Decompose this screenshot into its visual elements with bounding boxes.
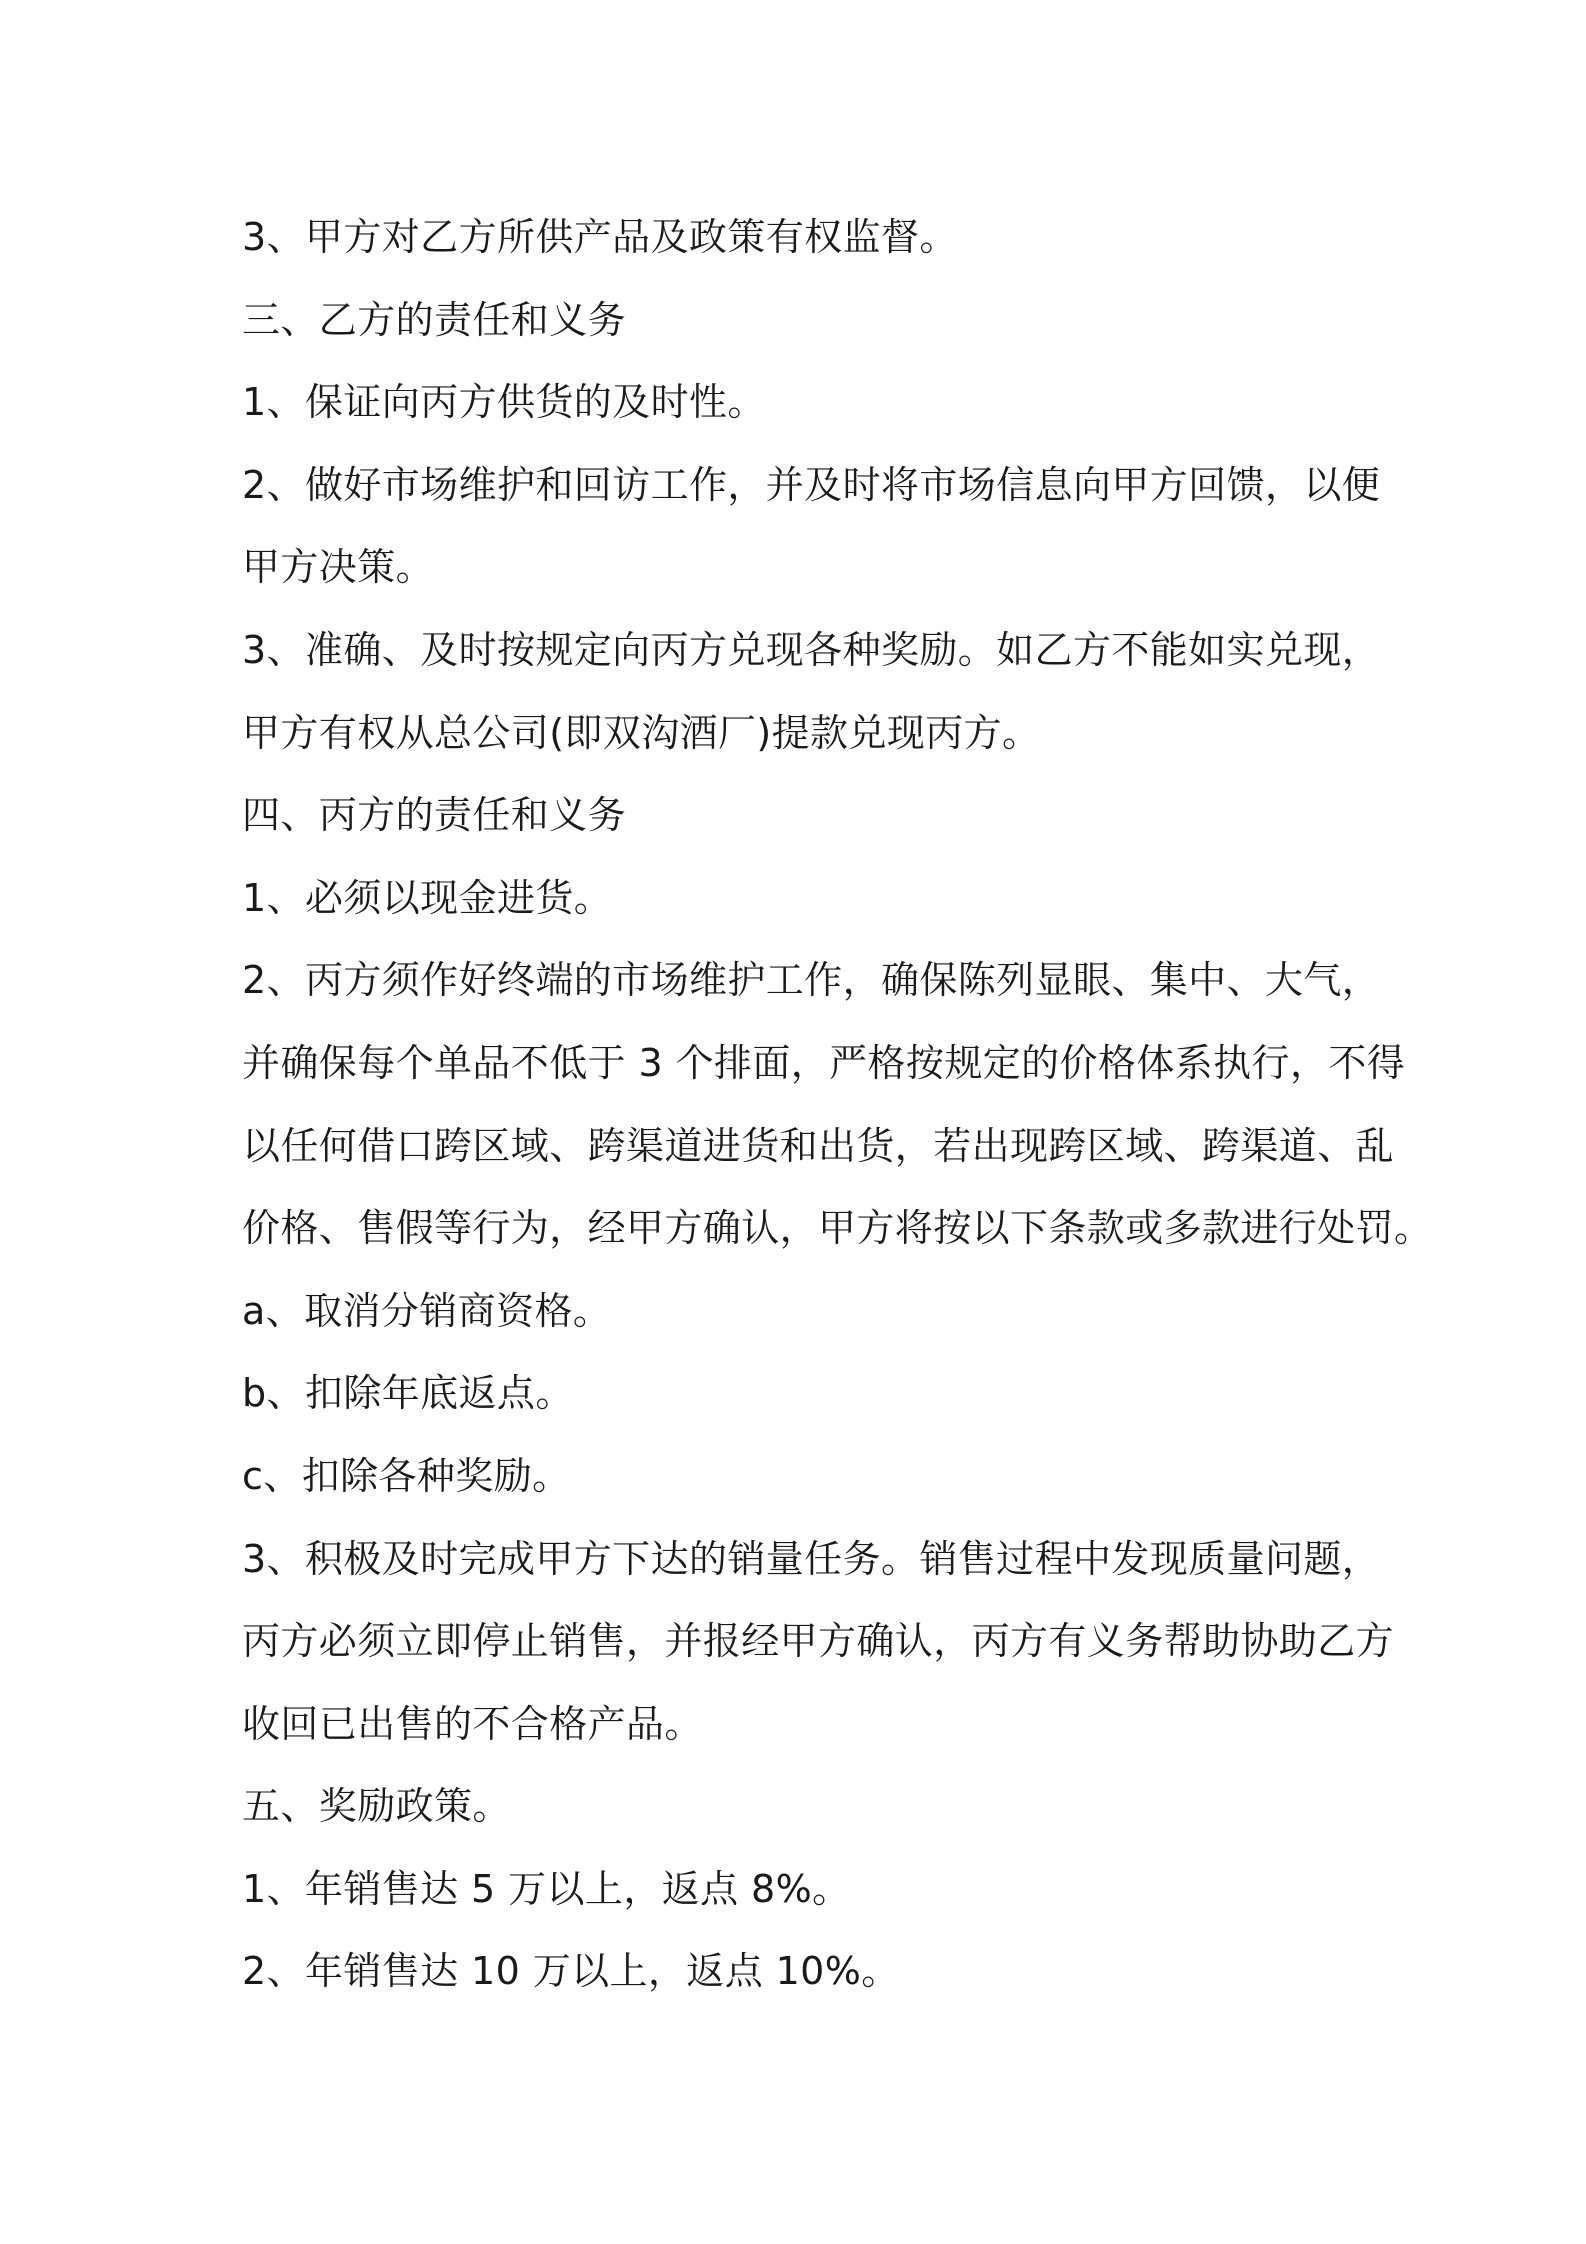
- clause-jia-3: 3、甲方对乙方所供产品及政策有权监督。: [242, 215, 958, 259]
- clause-bing-3-line-3: 收回已出售的不合格产品。: [242, 1701, 703, 1746]
- clause-bing-3-line-1: 3、积极及时完成甲方下达的销量任务。销售过程中发现质量问题，: [242, 1536, 1381, 1581]
- clause-bing-2-line-2: 并确保每个单品不低于 3 个排面，严格按规定的价格体系执行，不得: [242, 1040, 1406, 1085]
- clause-yi-3-line-2: 甲方有权从总公司(即双沟酒厂)提款兑现丙方。: [242, 710, 1041, 755]
- penalty-item-a: a、取消分销商资格。: [242, 1288, 612, 1333]
- clause-yi-2-line-2: 甲方决策。: [242, 545, 435, 590]
- section-heading-5: 五、奖励政策。: [242, 1784, 511, 1829]
- clause-bing-2-line-3: 以任何借口跨区域、跨渠道进货和出货，若出现跨区域、跨渠道、乱: [242, 1123, 1395, 1168]
- section-heading-3: 三、乙方的责任和义务: [242, 297, 627, 342]
- reward-item-2: 2、年销售达 10 万以上，返点 10%。: [242, 1949, 900, 1994]
- clause-bing-2-line-1: 2、丙方须作好终端的市场维护工作，确保陈列显眼、集中、大气，: [242, 958, 1381, 1003]
- clause-bing-3-line-2: 丙方必须立即停止销售，并报经甲方确认，丙方有义务帮助协助乙方: [242, 1619, 1395, 1664]
- clause-yi-2-line-1: 2、做好市场维护和回访工作，并及时将市场信息向甲方回馈，以便: [242, 462, 1381, 507]
- section-heading-4: 四、丙方的责任和义务: [242, 793, 627, 838]
- penalty-item-b: b、扣除年底返点。: [242, 1371, 574, 1416]
- clause-bing-1: 1、必须以现金进货。: [242, 875, 613, 920]
- document-body: [242, 196, 1433, 2013]
- clause-bing-2-line-4: 价格、售假等行为，经甲方确认，甲方将按以下条款或多款进行处罚。: [242, 1206, 1433, 1251]
- penalty-item-c: c、扣除各种奖励。: [242, 1453, 571, 1498]
- clause-yi-1: 1、保证向丙方供货的及时性。: [242, 380, 766, 425]
- reward-item-1: 1、年销售达 5 万以上，返点 8%。: [242, 1866, 851, 1911]
- clause-yi-3-line-1: 3、准确、及时按规定向丙方兑现各种奖励。如乙方不能如实兑现，: [242, 627, 1381, 672]
